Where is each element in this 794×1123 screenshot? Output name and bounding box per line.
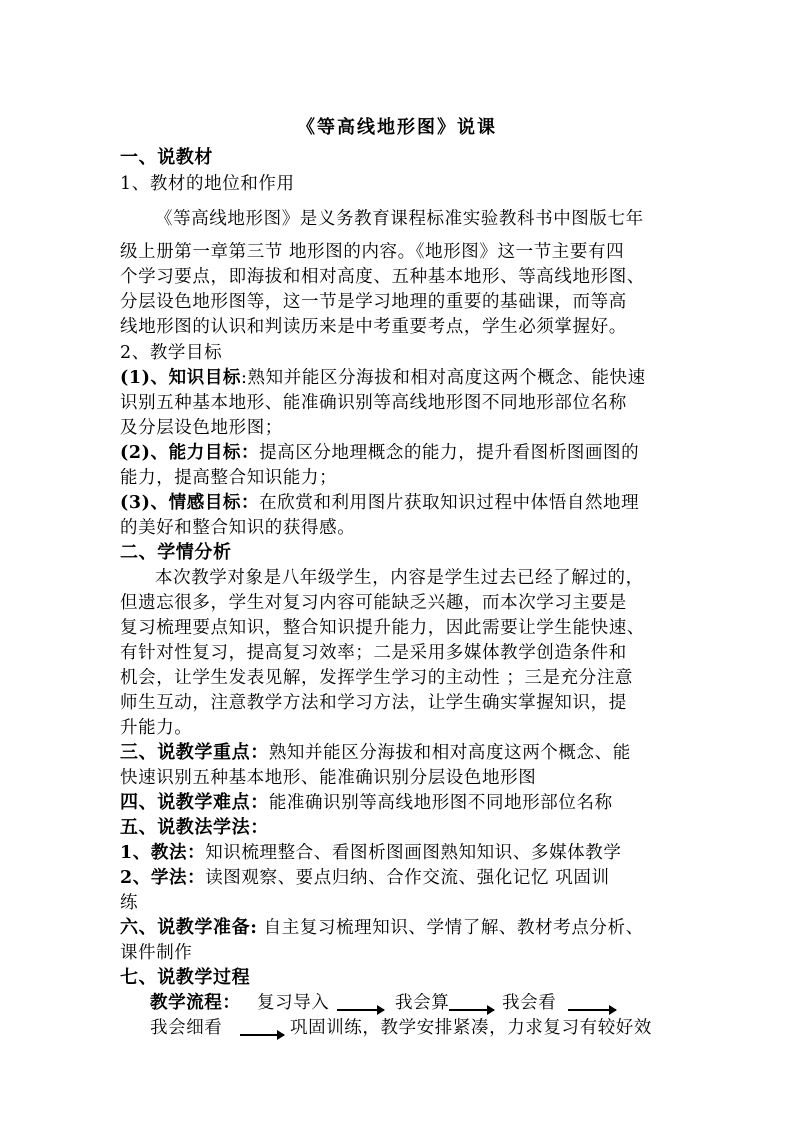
document-title: 《等高线地形图》说课 (297, 117, 497, 138)
section-heading-textbook: 一、说教材 (120, 147, 213, 168)
key-points (120, 741, 631, 765)
goal-knowledge (120, 366, 646, 390)
goal-text: :熟知并能区分海拔和相对高度这两个概念、能快速 (241, 368, 646, 388)
method-text: 知识梳理整合、看图析图画图熟知知识、多媒体教学 (205, 843, 622, 863)
paragraph-line: 复习梳理要点知识，整合知识提升能力，因此需要让学生能快速、 (120, 618, 645, 638)
paragraph-line: 升能力。 (120, 718, 193, 738)
goal-text: 在欣赏和利用图片获取知识过程中体悟自然地理 (259, 493, 640, 513)
paragraph-line: 个学习要点，即海拔和相对高度、五种基本地形、等高线地形图、 (120, 267, 645, 287)
flow-arrow (240, 1034, 284, 1036)
goal-label: (1)、知识目标 (120, 368, 242, 388)
paragraph-line: 线地形图的认识和判读历来是中考重要考点，学生必须掌握好。 (120, 317, 627, 337)
subheading-objectives: 2、教学目标 (120, 343, 223, 363)
difficult-points (120, 791, 613, 815)
paragraph-line: 识别五种基本地形、能准确识别等高线地形图不同地形部位名称 (120, 393, 627, 413)
learning-method (120, 866, 610, 890)
section-heading-process: 七、说教学过程 (120, 967, 251, 988)
paragraph-line: 本次教学对象是八年级学生，内容是学生过去已经了解过的， (155, 568, 644, 588)
teaching-preparation (120, 916, 644, 940)
paragraph-line: 机会，让学生发表见解，发挥学生学习的主动性 ；三是充分注意 (120, 668, 633, 688)
flow-arrow (337, 1009, 384, 1011)
flow-step: 我会细看 (150, 1018, 223, 1038)
paragraph-line: 的美好和整合知识的获得感。 (120, 518, 356, 538)
paragraph-line: 师生互动，注意教学方法和学习方法，让学生确实掌握知识，提 (120, 693, 627, 713)
flow-arrow (568, 1009, 616, 1011)
section-text: 熟知并能区分海拔和相对高度这两个概念、能 (268, 743, 631, 763)
section-label: 六、说教学准备: (120, 917, 258, 938)
method-label: 1、教法： (120, 843, 206, 863)
subheading-position: 1、教材的地位和作用 (120, 174, 295, 194)
goal-label: (3)、情感目标： (120, 493, 260, 513)
section-heading-methods: 五、说教法学法： (120, 817, 269, 838)
flow-step: 巩固训练 (290, 1018, 363, 1038)
paragraph-line: 有针对性复习，提高复习效率；二是采用多媒体教学创造条件和 (120, 643, 627, 663)
goal-ability (120, 441, 639, 465)
section-text: 自主复习梳理知识、学情了解、教材考点分析、 (257, 918, 644, 938)
flow-step: 我会看 (502, 993, 557, 1013)
method-text: 读图观察、要点归纳、合作交流、强化记忆 巩固训 (205, 868, 610, 888)
section-label: 四、说教学难点： (120, 792, 269, 813)
paragraph-line: 快速识别五种基本地形、能准确识别分层设色地形图 (120, 768, 537, 788)
flow-step-text (290, 1016, 652, 1040)
flow-tail: ，教学安排紧凑，力求复习有较好效 (362, 1018, 653, 1038)
goal-text: 提高区分地理概念的能力，提升看图析图画图的 (259, 443, 640, 463)
goal-emotion (120, 491, 639, 515)
flow-arrow (449, 1009, 494, 1011)
teaching-method (120, 841, 622, 865)
section-label: 三、说教学重点： (120, 742, 269, 763)
section-text: 能准确识别等高线地形图不同地形部位名称 (268, 793, 613, 813)
paragraph-line: 《等高线地形图》是义务教育课程标准实验教科书中图版七年 (155, 209, 644, 229)
paragraph-line: 级上册第一章第三节 地形图的内容。《地形图》这一节主要有四 (120, 242, 625, 262)
flow-step: 我会算 (395, 993, 450, 1013)
paragraph-line: 但遗忘很多，学生对复习内容可能缺乏兴趣，而本次学习主要是 (120, 593, 627, 613)
goal-label: (2)、能力目标： (120, 443, 260, 463)
paragraph-line: 能力，提高整合知识能力； (120, 468, 338, 488)
paragraph-line: 课件制作 (120, 943, 193, 963)
flow-label: 教学流程： (150, 993, 241, 1013)
method-label: 2、学法： (120, 868, 206, 888)
paragraph-line: 练 (120, 893, 139, 913)
flow-step: 复习导入 (257, 993, 330, 1013)
section-heading-students: 二、学情分析 (120, 542, 232, 563)
paragraph-line: 及分层设色地形图； (120, 418, 283, 438)
paragraph-line: 分层设色地形图等，这一节是学习地理的重要的基础课，而等高 (120, 292, 627, 312)
